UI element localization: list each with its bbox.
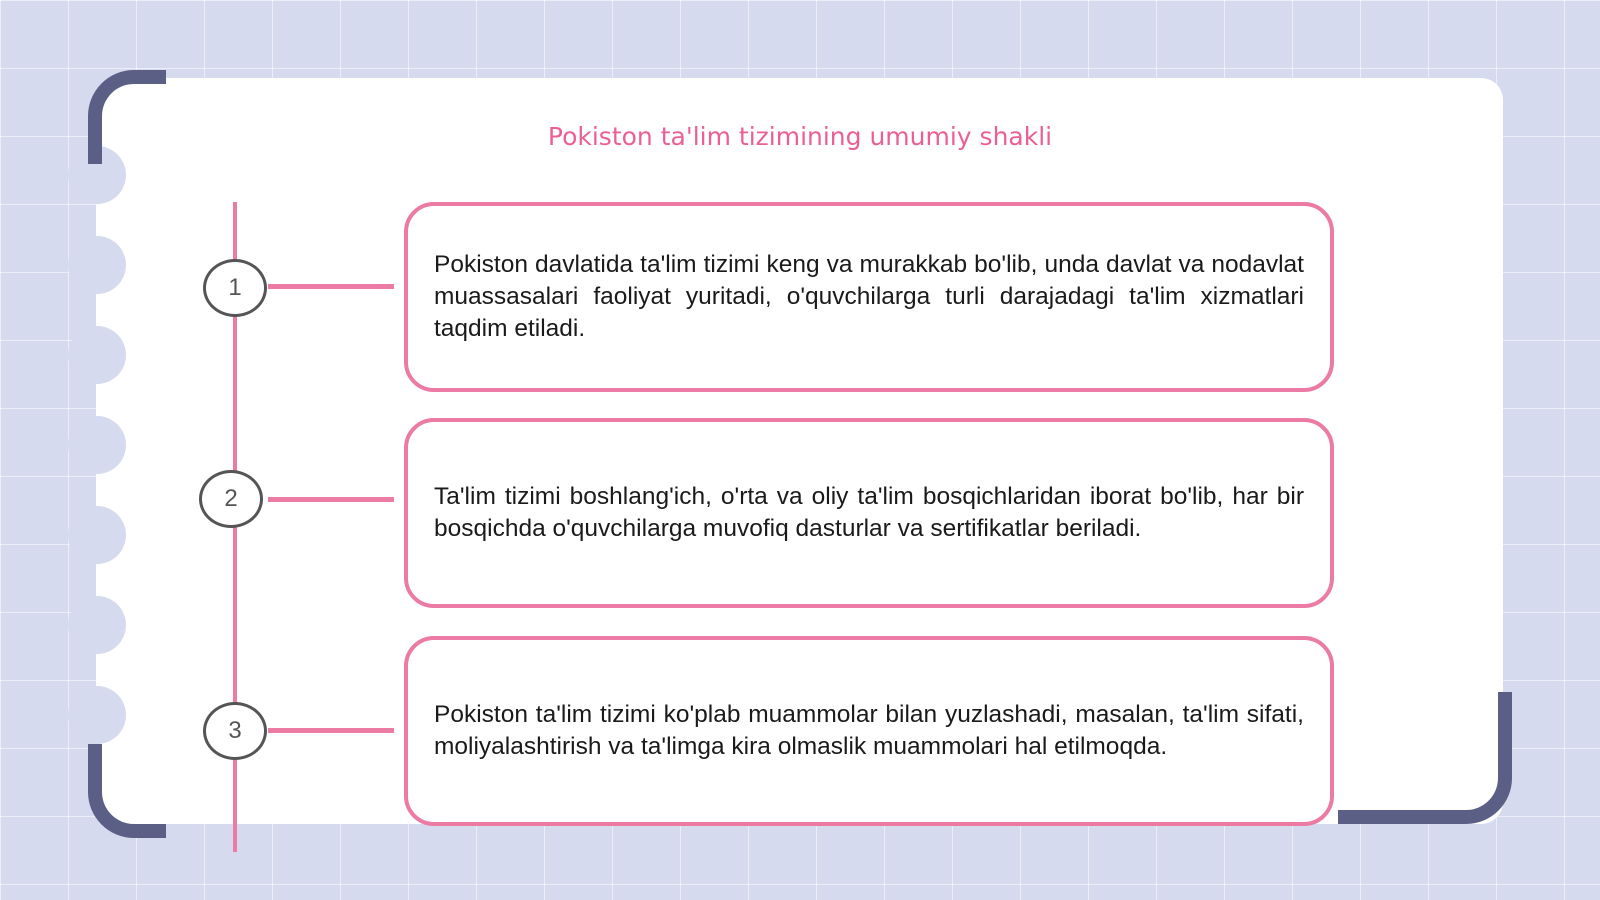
frame-corner-top-left — [88, 70, 166, 164]
connector-2 — [268, 497, 394, 502]
connector-1 — [268, 284, 394, 289]
scallop-edge — [68, 686, 126, 744]
step-box-1 — [404, 202, 1334, 392]
scallop-edge — [68, 236, 126, 294]
connector-3 — [268, 728, 394, 733]
scallop-edge — [68, 326, 126, 384]
frame-corner-bottom-left — [88, 744, 166, 838]
scallop-edge — [68, 596, 126, 654]
step-box-2 — [404, 418, 1334, 608]
frame-corner-bottom-right — [1338, 692, 1512, 824]
step-text-3: Pokiston ta'lim tizimi ko'plab muammolar bilan yuzlashadi, masalan, ta'lim sifati, moliyalashtirish va ta'limga kira olmaslik muammolari hal etilmoqda. — [434, 701, 1304, 760]
scallop-edge — [68, 416, 126, 474]
step-number-3: 3 — [203, 702, 267, 760]
step-number-1: 1 — [203, 259, 267, 317]
step-text-1: Pokiston davlatida ta'lim tizimi keng va murakkab bo'lib, unda davlat va nodavlat muassasalari faoliyat yuritadi, o'quvchilarga turli darajadagi ta'lim xizmatlari taqdim etiladi. — [434, 251, 1304, 342]
step-number-2: 2 — [199, 470, 263, 528]
scallop-edge — [68, 506, 126, 564]
slide-title: Pokiston ta'lim tizimining umumiy shakli — [547, 122, 1053, 151]
step-box-3 — [404, 636, 1334, 826]
step-text-2: Ta'lim tizimi boshlang'ich, o'rta va oliy ta'lim bosqichlaridan iborat bo'lib, har bir bosqichda o'quvchilarga muvofiq dasturlar va sertifikatlar beriladi. — [434, 483, 1304, 542]
